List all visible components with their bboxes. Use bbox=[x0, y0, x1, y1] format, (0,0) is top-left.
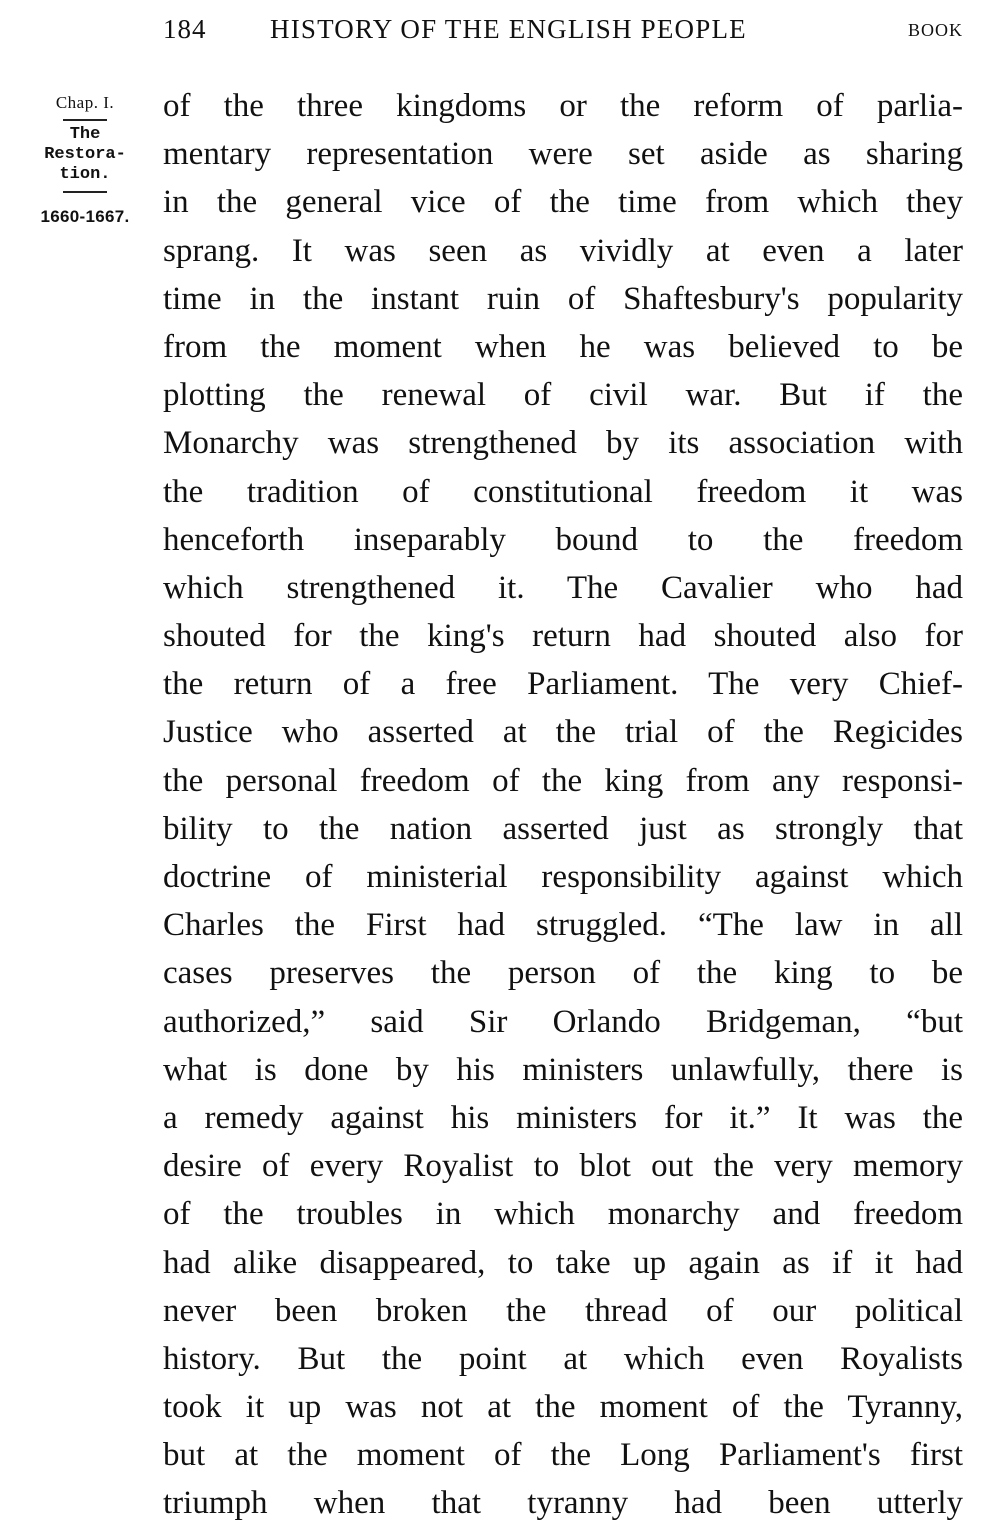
topic-line: tion. bbox=[59, 165, 111, 184]
text-line: bility to the nation asserted just as strongly that bbox=[163, 810, 963, 847]
running-title: HISTORY OF THE ENGLISH PEOPLE bbox=[270, 14, 747, 44]
text-line: henceforth inseparably bound to the freedom bbox=[163, 521, 963, 558]
page-number: 184 bbox=[163, 14, 207, 44]
text-line: in the general vice of the time from which they bbox=[163, 184, 963, 221]
text-line: authorized,” said Sir Orlando Bridgeman, “but bbox=[163, 1003, 963, 1040]
text-line: which strengthened it. The Cavalier who had bbox=[163, 569, 963, 606]
topic-label bbox=[30, 125, 140, 185]
text-line: time in the instant ruin of Shaftesbury's popularity bbox=[163, 280, 963, 317]
text-line: from the moment when he was believed to be bbox=[163, 328, 963, 365]
text-line: desire of every Royalist to blot out the very memory bbox=[163, 1148, 963, 1185]
text-line: never been broken the thread of our political bbox=[163, 1292, 963, 1329]
text-line: doctrine of ministerial responsibility against which bbox=[163, 859, 963, 895]
text-line: history. But the point at which even Royalists bbox=[163, 1340, 963, 1377]
text-line: plotting the renewal of civil war. But if the bbox=[163, 377, 963, 414]
margin-rule-bottom bbox=[63, 191, 107, 193]
text-line: the personal freedom of the king from any responsi- bbox=[163, 762, 963, 799]
text-line: Charles the First had struggled. “The law in all bbox=[163, 907, 963, 944]
body-text bbox=[163, 82, 963, 1528]
text-line: the tradition of constitutional freedom it was bbox=[163, 473, 963, 510]
date-range: 1660-1667. bbox=[40, 207, 130, 226]
topic-line: The bbox=[69, 125, 101, 144]
running-head bbox=[163, 14, 963, 54]
text-line: but at the moment of the Long Parliament's first bbox=[163, 1437, 963, 1474]
text-line: shouted for the king's return had shouted also for bbox=[163, 618, 963, 655]
running-section: BOOK bbox=[907, 20, 963, 40]
text-line: sprang. It was seen as vividly at even a later bbox=[163, 232, 963, 269]
margin-rule-top bbox=[63, 119, 107, 121]
text-line: took it up was not at the moment of the Tyranny, bbox=[163, 1389, 963, 1426]
text-line: of the troubles in which monarchy and freedom bbox=[163, 1196, 963, 1233]
text-line: what is done by his ministers unlawfully, there is bbox=[163, 1051, 963, 1088]
chapter-label: Chap. I. bbox=[55, 93, 115, 112]
text-line: Justice who asserted at the trial of the Regicides bbox=[163, 714, 963, 751]
text-line: had alike disappeared, to take up again as if it had bbox=[163, 1244, 963, 1281]
margin-notes bbox=[30, 93, 140, 227]
text-line: mentary representation were set aside as sharing bbox=[163, 136, 963, 173]
text-line: the return of a free Parliament. The very Chief- bbox=[163, 666, 963, 703]
text-line: cases preserves the person of the king to be bbox=[163, 955, 963, 992]
text-line: a remedy against his ministers for it.” It was the bbox=[163, 1099, 963, 1136]
text-line: Monarchy was strengthened by its association with bbox=[163, 425, 963, 462]
topic-line: Restora- bbox=[44, 145, 126, 164]
text-line: triumph when that tyranny had been utterly bbox=[163, 1485, 963, 1522]
text-line: of the three kingdoms or the reform of parlia- bbox=[163, 88, 963, 124]
